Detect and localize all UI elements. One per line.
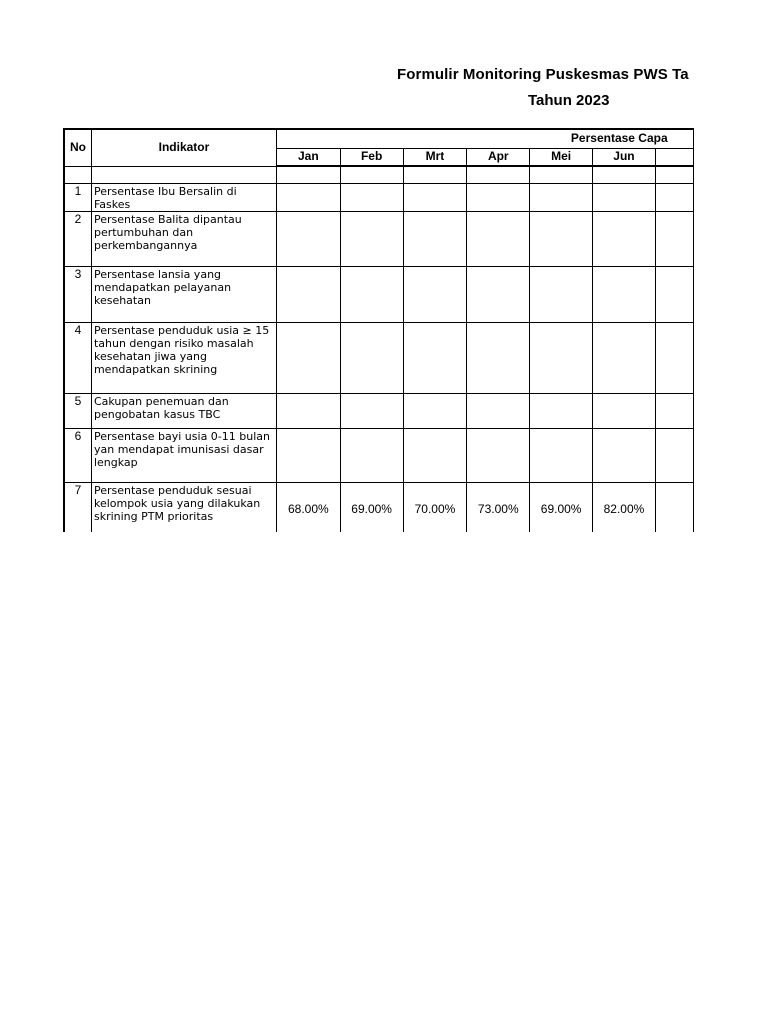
value-cell — [403, 393, 467, 428]
value-cell — [340, 322, 403, 393]
value-cell — [340, 266, 403, 322]
row-number: 3 — [64, 266, 91, 322]
value-cell — [340, 183, 403, 211]
table-row — [64, 428, 694, 482]
table-row — [64, 211, 694, 266]
blank-row — [64, 166, 694, 183]
indicator-text: Persentase penduduk sesuai kelompok usia yang dilakukan skrining PTM prioritas — [91, 482, 276, 532]
value-cell: 73.00% — [467, 482, 530, 532]
row-number: 7 — [64, 482, 91, 532]
row-number: 5 — [64, 393, 91, 428]
value-cell — [276, 428, 340, 482]
value-cell — [340, 393, 403, 428]
value-cell — [276, 211, 340, 266]
value-cell — [467, 183, 530, 211]
row-number: 6 — [64, 428, 91, 482]
value-cell — [593, 211, 656, 266]
value-cell — [467, 393, 530, 428]
monitoring-table — [63, 128, 694, 532]
value-cell — [340, 211, 403, 266]
indicator-text: Persentase penduduk usia ≥ 15 tahun dengan risiko masalah kesehatan jiwa yang mendapatkan skrining — [91, 322, 276, 393]
month-header — [655, 148, 693, 166]
value-cell — [403, 183, 467, 211]
value-cell — [530, 183, 593, 211]
value-cell — [467, 211, 530, 266]
value-cell: 68.00% — [276, 482, 340, 532]
row-number: 4 — [64, 322, 91, 393]
row-number: 1 — [64, 183, 91, 211]
row-number: 2 — [64, 211, 91, 266]
value-cell — [593, 322, 656, 393]
month-header: Feb — [340, 148, 403, 166]
header-persentase-capaian: Persentase Capa — [276, 129, 693, 148]
value-cell — [593, 266, 656, 322]
header-indikator: Indikator — [91, 129, 276, 166]
table-row — [64, 393, 694, 428]
value-cell: 82.00% — [593, 482, 656, 532]
indicator-text: Persentase Ibu Bersalin di Faskes — [91, 183, 276, 211]
month-header: Mei — [530, 148, 593, 166]
value-cell — [530, 266, 593, 322]
value-cell — [530, 322, 593, 393]
indicator-text: Persentase bayi usia 0-11 bulan yan mendapat imunisasi dasar lengkap — [91, 428, 276, 482]
indicator-text: Persentase lansia yang mendapatkan pelayanan kesehatan — [91, 266, 276, 322]
value-cell — [467, 322, 530, 393]
value-cell — [403, 322, 467, 393]
month-header: Mrt — [403, 148, 467, 166]
value-cell — [530, 211, 593, 266]
document-year: Tahun 2023 — [528, 92, 610, 109]
value-cell: 70.00% — [403, 482, 467, 532]
header-no: No — [64, 129, 91, 166]
value-cell — [403, 428, 467, 482]
table-row — [64, 322, 694, 393]
value-cell — [276, 393, 340, 428]
value-cell — [593, 183, 656, 211]
indicator-text: Cakupan penemuan dan pengobatan kasus TBC — [91, 393, 276, 428]
value-cell — [276, 322, 340, 393]
value-cell — [593, 393, 656, 428]
value-cell — [403, 211, 467, 266]
value-cell — [467, 266, 530, 322]
value-cell — [276, 266, 340, 322]
month-header: Apr — [467, 148, 530, 166]
table-row — [64, 266, 694, 322]
month-header: Jan — [276, 148, 340, 166]
value-cell: 69.00% — [530, 482, 593, 532]
document-title: Formulir Monitoring Puskesmas PWS Ta — [397, 66, 689, 83]
value-cell — [530, 393, 593, 428]
indicator-text: Persentase Balita dipantau pertumbuhan dan perkembangannya — [91, 211, 276, 266]
value-cell — [403, 266, 467, 322]
value-cell — [276, 183, 340, 211]
table-row — [64, 183, 694, 211]
value-cell — [530, 428, 593, 482]
value-cell — [340, 428, 403, 482]
monitoring-table-viewport — [63, 128, 694, 532]
month-header: Jun — [593, 148, 656, 166]
table-row — [64, 482, 694, 532]
value-cell — [593, 428, 656, 482]
value-cell: 69.00% — [340, 482, 403, 532]
value-cell — [467, 428, 530, 482]
